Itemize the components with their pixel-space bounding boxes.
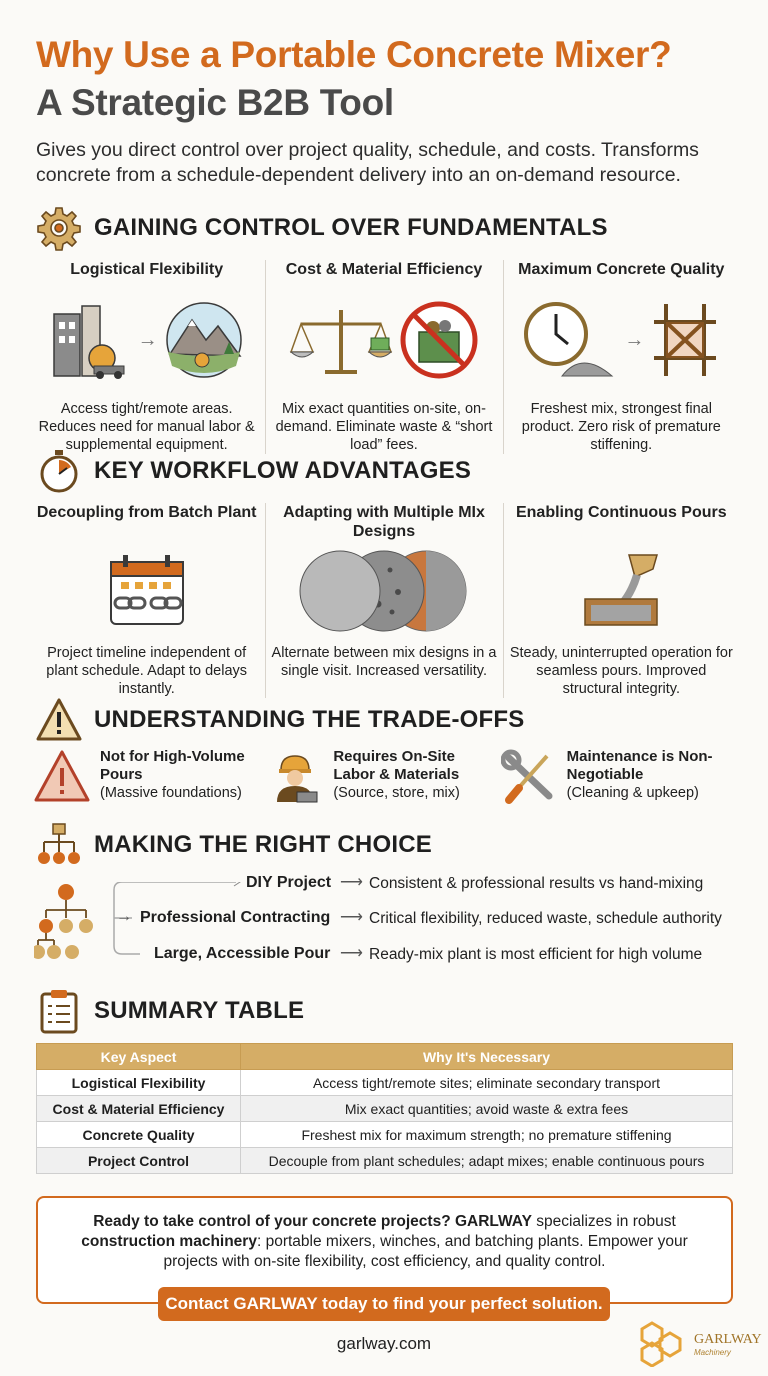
tradeoffs-header — [36, 697, 524, 743]
col-title: Enabling Continuous Pours — [515, 504, 727, 521]
wrench-screwdriver-icon — [501, 748, 557, 804]
page-title: Why Use a Portable Concrete Mixer? — [36, 34, 672, 75]
no-waste-icon — [399, 300, 479, 380]
calendar-broken-chain-icon — [105, 552, 189, 630]
construction-site-icon — [50, 300, 132, 380]
choice-result: Ready-mix plant is most efficient for high volume — [369, 946, 703, 963]
workflow-heading: KEY WORKFLOW ADVANTAGES — [94, 457, 472, 484]
gear-icon — [36, 205, 82, 251]
table-cell: Decouple from plant schedules; adapt mixes; enable continuous pours — [241, 1148, 733, 1174]
table-cell: Cost & Material Efficiency — [37, 1096, 241, 1122]
table-row — [37, 1096, 733, 1122]
table-header-row — [37, 1044, 733, 1070]
logo-name: GARLWAY — [694, 1331, 762, 1347]
table-row — [37, 1070, 733, 1096]
table-row — [37, 1122, 733, 1148]
fundamentals-heading: GAINING CONTROL OVER FUNDAMENTALS — [94, 214, 608, 241]
arrow-right-icon: ⟶ — [340, 874, 363, 891]
fundamentals-columns — [28, 260, 740, 454]
table-cell: Access tight/remote sites; eliminate secondary transport — [241, 1070, 733, 1096]
col-title: Logistical Flexibility — [70, 261, 224, 278]
table-row — [37, 1148, 733, 1174]
workflow-col-2 — [265, 503, 502, 698]
mix-designs-icon — [294, 546, 474, 636]
tradeoff-note: (Source, store, mix) — [333, 785, 460, 801]
table-cell: Project Control — [37, 1148, 241, 1174]
cta-tail: : portable mixers, winches, and batching plants. Empower your projects with on-site flexibility, cost efficiency, and quality control. — [163, 1233, 688, 1270]
tradeoff-title: Requires On-Site Labor & Materials — [333, 748, 460, 783]
table-cell: Concrete Quality — [37, 1122, 241, 1148]
tradeoffs-list — [34, 748, 734, 804]
mountain-scene-icon — [164, 300, 244, 380]
tradeoff-item — [501, 748, 734, 804]
col-text: Access tight/remote areas. Reduces need for manual labor & supplemental equipment. — [38, 401, 255, 453]
mix-swatches-illustration — [269, 543, 498, 638]
workflow-header — [36, 448, 471, 494]
workflow-col-1 — [28, 503, 265, 698]
arrow-right-icon: → — [116, 908, 132, 925]
table-cell: Freshest mix for maximum strength; no premature stiffening — [241, 1122, 733, 1148]
choice-heading: MAKING THE RIGHT CHOICE — [94, 831, 432, 858]
summary-header — [36, 988, 304, 1034]
choice-result: Critical flexibility, reduced waste, schedule authority — [369, 910, 722, 927]
tradeoff-note: (Massive foundations) — [100, 785, 242, 801]
tradeoff-note: (Cleaning & upkeep) — [566, 785, 699, 801]
workflow-columns — [28, 503, 740, 698]
choice-tree — [34, 868, 744, 968]
col-title: Maximum Concrete Quality — [518, 261, 725, 278]
warning-triangle-icon — [34, 748, 90, 804]
fundamentals-col-2 — [265, 260, 502, 454]
arrow-right-icon: ⟶ — [340, 909, 363, 926]
table-cell: Mix exact quantities; avoid waste & extra fees — [241, 1096, 733, 1122]
worker-icon — [267, 748, 323, 804]
col-title: Decoupling from Batch Plant — [36, 504, 257, 521]
arrow-right-icon: → — [624, 328, 645, 351]
warning-icon — [36, 697, 82, 743]
stopwatch-icon — [36, 448, 82, 494]
col-title: Cost & Material Efficiency — [285, 261, 483, 278]
honeycomb-logo-icon — [640, 1321, 690, 1367]
rebar-frame-icon — [650, 300, 720, 380]
concrete-pour-icon — [579, 551, 663, 631]
arrow-right-icon: ⟶ — [340, 945, 363, 962]
fundamentals-header — [36, 205, 608, 251]
col-text: Mix exact quantities on-site, on-demand. Eliminate waste & “short load” fees. — [275, 401, 493, 453]
scale-and-no-waste-illustration — [269, 286, 498, 394]
clock-icon — [522, 300, 618, 380]
cta-mid: specializes in robust — [531, 1213, 676, 1230]
tradeoff-title: Maintenance is Non-Negotiable — [566, 748, 713, 783]
table-cell: Logistical Flexibility — [37, 1070, 241, 1096]
choice-label: Professional Contracting — [140, 909, 331, 926]
col-text: Alternate between mix designs in a single visit. Increased versatility. — [271, 645, 497, 679]
calendar-chain-illustration — [32, 543, 261, 638]
tradeoffs-heading: UNDERSTANDING THE TRADE-OFFS — [94, 706, 525, 733]
hierarchy-icon — [36, 822, 82, 868]
logo-tagline: Machinery — [694, 1347, 731, 1357]
table-header: Key Aspect — [37, 1044, 241, 1070]
workflow-col-3 — [503, 503, 740, 698]
tradeoff-item — [34, 748, 267, 804]
summary-table — [36, 1043, 733, 1174]
col-text: Steady, uninterrupted operation for seamless pours. Improved structural integrity. — [509, 645, 733, 697]
arrow-right-icon: → — [137, 328, 158, 351]
choice-label: Large, Accessible Pour — [154, 945, 331, 962]
cta-lead: Ready to take control of your concrete projects? GARLWAY — [93, 1213, 532, 1230]
continuous-pour-illustration — [507, 543, 736, 638]
fundamentals-col-1 — [28, 260, 265, 454]
tradeoff-item — [267, 748, 500, 804]
clipboard-icon — [36, 988, 82, 1034]
clock-to-rebar-illustration — [507, 286, 736, 394]
table-header: Why It's Necessary — [241, 1044, 733, 1070]
page-subtitle: A Strategic B2B Tool — [36, 82, 394, 123]
site-to-mountain-illustration — [32, 286, 261, 394]
choice-header — [36, 822, 432, 868]
balance-scale-icon — [289, 300, 393, 380]
col-title: Adapting with Multiple MIx Designs — [283, 504, 485, 540]
website-link[interactable]: garlway.com — [336, 1334, 432, 1353]
choice-result: Consistent & professional results vs hand-mixing — [369, 875, 704, 892]
summary-heading: SUMMARY TABLE — [94, 997, 305, 1024]
intro-text: Gives you direct control over project quality, schedule, and costs. Transforms concrete from a schedule-dependent delivery into an on-demand resource. — [36, 139, 699, 186]
fundamentals-col-3 — [503, 260, 740, 454]
col-text: Freshest mix, strongest final product. Zero risk of premature stiffening. — [521, 401, 721, 453]
col-text: Project timeline independent of plant schedule. Adapt to delays instantly. — [46, 645, 248, 697]
cta-bold: construction machinery — [81, 1233, 257, 1250]
choice-label: DIY Project — [246, 874, 332, 891]
garlway-logo — [640, 1320, 762, 1368]
contact-button[interactable]: Contact GARLWAY today to find your perfect solution. — [158, 1287, 610, 1321]
tradeoff-title: Not for High-Volume Pours — [100, 748, 245, 783]
